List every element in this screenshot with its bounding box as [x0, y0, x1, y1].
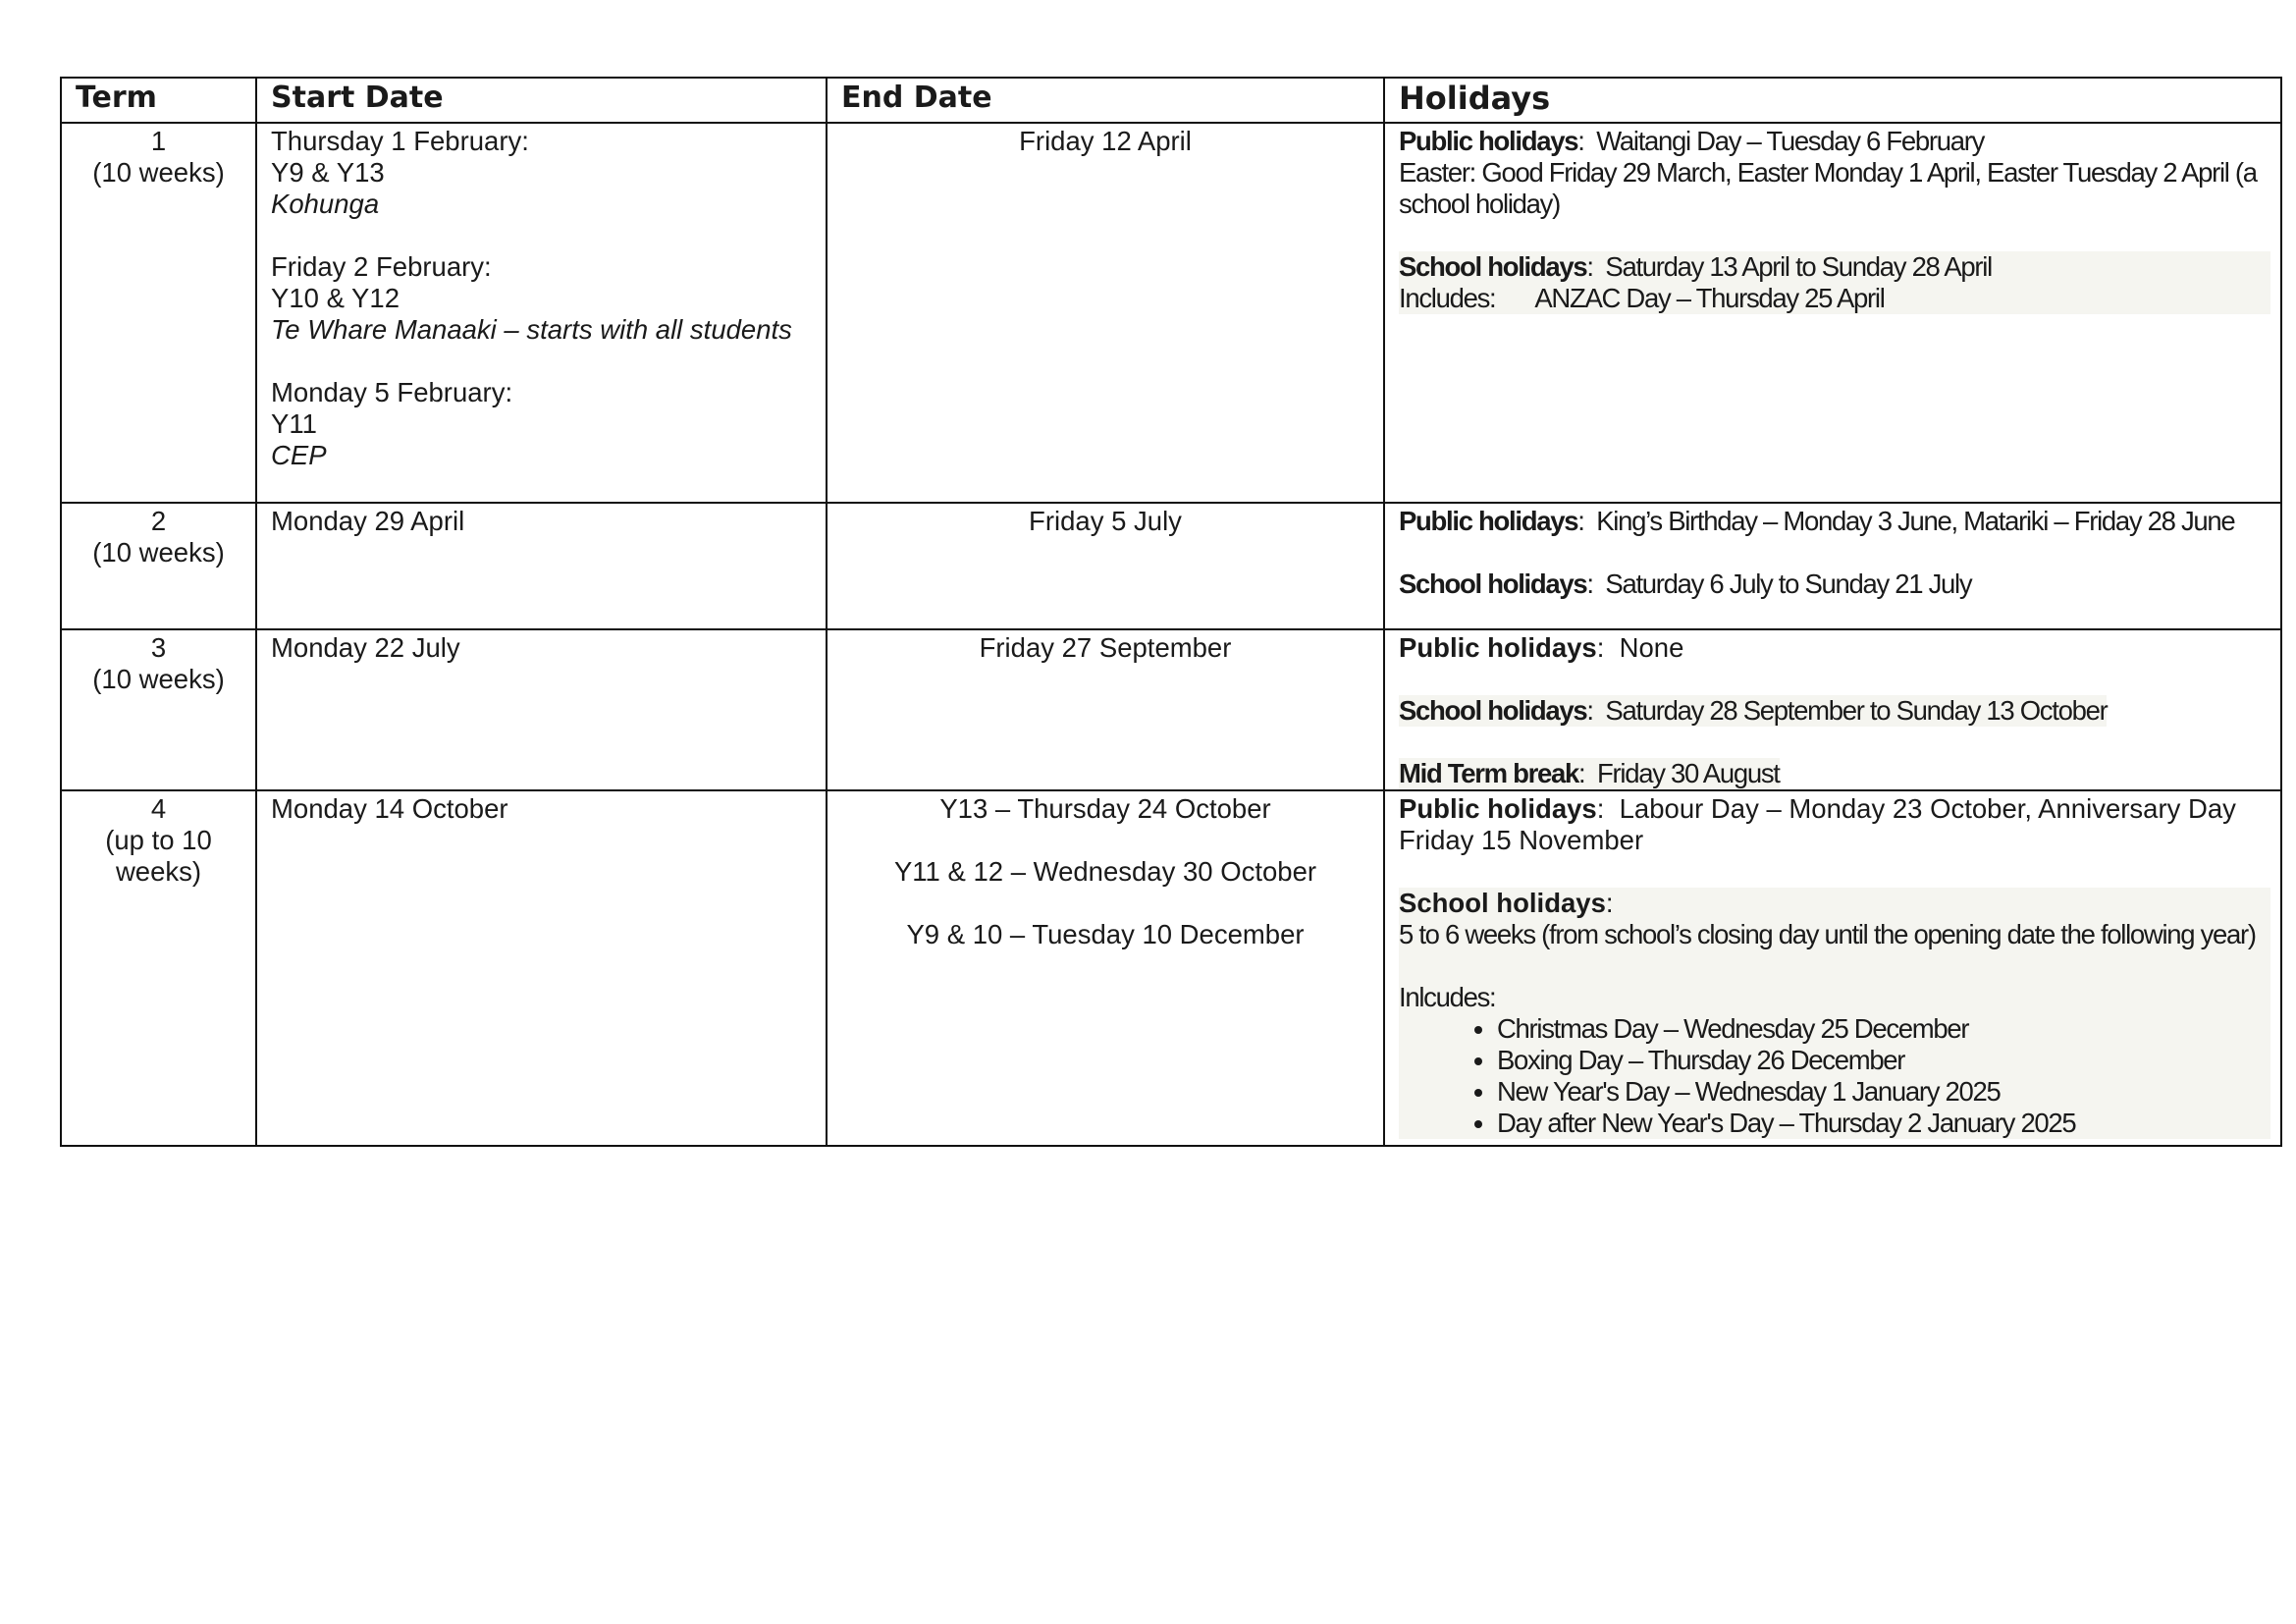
school-holidays-label: School holidays: [1399, 695, 1587, 726]
start-years: Y10 & Y12: [271, 283, 400, 313]
list-item: • Christmas Day – Wednesday 25 December: [1497, 1013, 2270, 1045]
start-date-cell: [256, 503, 827, 629]
mid-term-break-label: Mid Term break: [1399, 758, 1579, 788]
school-holidays-block: School holidays: 5 to 6 weeks (from school’s closing day until the opening date the following year) Inlcudes: • Christmas Day – Wednesday 25 December • Boxing Day – Thursday 26 December • New Year's Day – Wednesday 1 January 2025 • Day after New Year's Day – Thursday 2 January 2025: [1399, 888, 2270, 1139]
public-holidays-label: Public holidays: [1399, 632, 1597, 663]
holidays-cell: Public holidays: None School holidays: Saturday 28 September to Sunday 13 October Mid Term break: Friday 30 August: [1384, 629, 2281, 790]
holidays-cell: Public holidays: Waitangi Day – Tuesday 6 February Easter: Good Friday 29 March, Easter Monday 1 April, Easter Tuesday 2 April (a school holiday) School holidays: Saturday 13 April to Sunday 28 April Includes: ANZAC Day – Thursday 25 April: [1384, 123, 2281, 503]
public-holidays-extra: Easter: Good Friday 29 March, Easter Monday 1 April, Easter Tuesday 2 April (a school holiday): [1399, 157, 2257, 219]
list-item: • Boxing Day – Thursday 26 December: [1497, 1045, 2270, 1076]
header-end-date: End Date: [827, 78, 1384, 123]
term-weeks: (10 weeks): [92, 664, 225, 694]
mid-term-break-value: Friday 30 August: [1597, 758, 1780, 788]
public-holidays-label: Public holidays: [1399, 126, 1578, 156]
school-holidays-value: Saturday 13 April to Sunday 28 April: [1605, 251, 1992, 282]
start-group: Te Whare Manaaki – starts with all students: [271, 314, 792, 345]
public-holidays-value: None: [1619, 632, 1684, 663]
header-term: Term: [61, 78, 256, 123]
start-date: Thursday 1 February:: [271, 126, 529, 156]
start-date: Monday 22 July: [271, 632, 460, 663]
term-number: 3: [150, 632, 167, 663]
start-years: Y9 & Y13: [271, 157, 385, 188]
list-item: • New Year's Day – Wednesday 1 January 2025: [1497, 1076, 2270, 1108]
table-row: [61, 503, 2281, 629]
school-holidays-label: School holidays: [1399, 251, 1587, 282]
header-start-date: Start Date: [256, 78, 827, 123]
school-holidays-detail: 5 to 6 weeks (from school’s closing day until the opening date the following year): [1399, 919, 2256, 949]
start-years: Y11: [271, 408, 317, 439]
header-row: [61, 78, 2281, 123]
start-date: Monday 29 April: [271, 506, 465, 536]
table-row: [61, 123, 2281, 503]
end-date: Friday 27 September: [979, 632, 1232, 663]
term-cell: [61, 629, 256, 790]
term-weeks: (10 weeks): [92, 157, 225, 188]
end-date-cell: [827, 503, 1384, 629]
term-dates-table: [60, 77, 2282, 1147]
end-date: Friday 5 July: [1029, 506, 1182, 536]
term-weeks: (10 weeks): [92, 537, 225, 568]
term-number: 2: [150, 506, 167, 536]
includes-label: Inlcudes:: [1399, 982, 1496, 1012]
term-cell: [61, 123, 256, 503]
end-date: Y9 & 10 – Tuesday 10 December: [906, 919, 1305, 949]
start-group: Kohunga: [271, 189, 380, 219]
term-cell: [61, 503, 256, 629]
list-item: • Day after New Year's Day – Thursday 2 January 2025: [1497, 1108, 2270, 1139]
table-row: [61, 790, 2281, 1146]
end-date-cell: [827, 790, 1384, 1146]
start-group: CEP: [271, 440, 327, 470]
public-holidays-value: Labour Day – Monday 23 October, Anniversary Day Friday 15 November: [1399, 793, 2236, 855]
holidays-cell: Public holidays: Labour Day – Monday 23 October, Anniversary Day Friday 15 November School holidays: 5 to 6 weeks (from school’s closing day until the opening date the following year) Inlcudes: • Christmas Day – Wednesday 25 December • Boxing Day – Thursday 26 December • New Year's Day – Wednesday 1 January 2025 • Day after New Year's Day – Thursday 2 January 2025: [1384, 790, 2281, 1146]
start-date-cell: [256, 629, 827, 790]
start-date: Friday 2 February:: [271, 251, 492, 282]
end-date: Y11 & 12 – Wednesday 30 October: [893, 856, 1317, 887]
includes-label: Includes:: [1399, 283, 1496, 313]
end-date-cell: [827, 629, 1384, 790]
start-date-cell: [256, 123, 827, 503]
end-date: Friday 12 April: [1019, 126, 1192, 156]
term-number: 4: [150, 793, 167, 824]
school-holidays-value: Saturday 6 July to Sunday 21 July: [1605, 568, 1972, 599]
includes-list: [1399, 1013, 2270, 1139]
public-holidays-label: Public holidays: [1399, 506, 1578, 536]
public-holidays-label: Public holidays: [1399, 793, 1597, 824]
public-holidays-value: Waitangi Day – Tuesday 6 February: [1596, 126, 1985, 156]
school-holidays-label: School holidays: [1399, 568, 1587, 599]
table-row: [61, 629, 2281, 790]
header-holidays: Holidays: [1384, 78, 2281, 123]
start-date: Monday 14 October: [271, 793, 508, 824]
term-cell: [61, 790, 256, 1146]
public-holidays-value: King’s Birthday – Monday 3 June, Matariki – Friday 28 June: [1596, 506, 2235, 536]
end-date-cell: [827, 123, 1384, 503]
end-date: Y13 – Thursday 24 October: [939, 793, 1271, 824]
start-date-cell: [256, 790, 827, 1146]
start-date: Monday 5 February:: [271, 377, 513, 407]
includes-value: ANZAC Day – Thursday 25 April: [1534, 283, 1885, 313]
term-number: 1: [150, 126, 167, 156]
school-holidays-value: Saturday 28 September to Sunday 13 October: [1605, 695, 2108, 726]
holidays-cell: Public holidays: King’s Birthday – Monday 3 June, Matariki – Friday 28 June School holidays: Saturday 6 July to Sunday 21 July: [1384, 503, 2281, 629]
term-weeks: (up to 10 weeks): [105, 825, 212, 887]
school-holidays-label: School holidays: [1399, 888, 1606, 918]
